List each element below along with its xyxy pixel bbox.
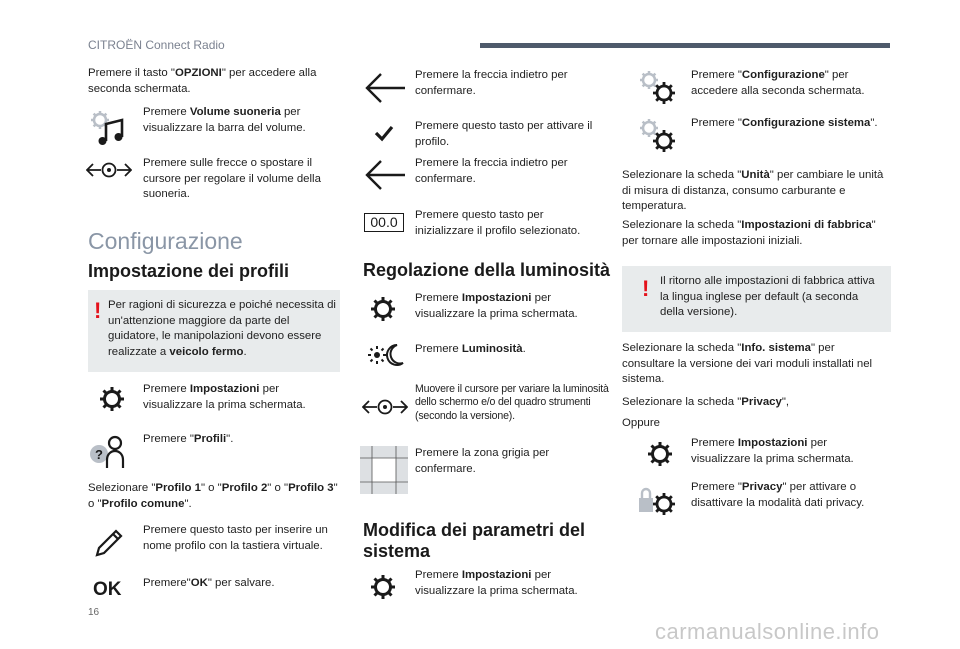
warning-text-profiles: Per ragioni di sicurezza e poiché necessita di un'attenzione maggiore da parte del guidatore, le manipolazioni devono essere realizzate a veicolo fermo. [108,299,336,358]
slider-arrows-text: Premere sulle frecce o spostare il cursore per regolare il volume della suoneria. [143,157,321,200]
ok-icon: OK [93,579,122,600]
warning-text-factory: Il ritorno alle impostazioni di fabbrica attiva la lingua inglese per default (a seconda della versione). [660,275,875,318]
profili-text: Premere "Profili". [143,433,234,445]
back-arrow-text-2: Premere la freccia indietro per confermare. [415,157,568,185]
back-arrow-icon-2 [363,157,407,193]
configuration-gears-icon [637,68,679,108]
pencil-icon [92,526,126,560]
slider-arrows-icon-2 [362,395,408,419]
system-params-heading: Modifica dei parametri del sistema [363,520,586,561]
back-arrow-icon [363,70,407,106]
check-icon [373,122,395,144]
factory-text: Selezionare la scheda "Impostazioni di fabbrica" per tornare alle impostazioni iniziali. [622,219,876,247]
intro-options-text: Premere il tasto "OPZIONI" per accedere alla seconda schermata. [88,67,317,95]
profile-question-icon [88,434,130,470]
svg-text:?: ? [95,447,103,462]
warning-box-profiles [88,290,340,372]
select-profile-text: Selezionare "Profilo 1" o "Profilo 2" o "Profilo 3" o "Profilo comune". [88,482,338,510]
header-title: CITROËN Connect Radio [88,38,225,52]
grey-zone-text: Premere la zona grigia per confermare. [415,447,550,475]
slider-arrows-icon [86,158,132,182]
settings-gear-icon-3 [368,572,398,602]
header-bar [480,43,890,48]
reset-text: Premere questo tasto per inizializzare il profilo selezionato. [415,209,581,237]
settings-gear-icon-2 [368,294,398,324]
section-title-configurazione: Configurazione [88,228,243,254]
slider-text: Muovere il cursore per variare la luminosità dello schermo e/o del quadro strumenti (secondo la versione). [415,383,609,422]
info-system-text: Selezionare la scheda "Info. sistema" per consultare la versione dei vari moduli installati nel sistema. [622,342,873,385]
privacy-tab-text: Selezionare la scheda "Privacy", [622,396,790,408]
brightness-text: Premere Luminosità. [415,343,526,355]
settings-text-col1: Premere Impostazioni per visualizzare la prima schermata. [143,383,306,411]
volume-ringtone-icon [88,108,130,148]
units-text: Selezionare la scheda "Unità" per cambiare le unità di misura di distanza, consumo carburante e temperatura. [622,169,884,212]
profiles-heading: Impostazione dei profili [88,261,290,281]
pencil-text: Premere questo tasto per inserire un nome profilo con la tastiera virtuale. [143,524,328,552]
settings-text-col2: Premere Impostazioni per visualizzare la prima schermata. [415,292,578,320]
settings-gear-icon-4 [645,439,675,469]
oppure-text: Oppure [622,417,660,429]
system-config-gears-icon [637,116,679,156]
watermark: carmanualsonline.info [655,619,880,644]
settings-text-col3: Premere Impostazioni per visualizzare la prima schermata. [691,437,854,465]
grey-zone-icon [360,446,408,494]
privacy-lock-gear-icon [637,484,679,520]
check-text: Premere questo tasto per attivare il profilo. [415,120,593,148]
warning-box-factory [622,266,891,332]
warning-icon-2: ! [642,276,650,301]
volume-ringtone-text: Premere Volume suoneria per visualizzare la barra del volume. [143,106,306,134]
page-number: 16 [88,607,100,618]
privacy-toggle-text: Premere "Privacy" per attivare o disattivare la modalità dati privacy. [691,481,865,509]
settings-gear-icon [97,384,127,414]
configuration-text: Premere "Configurazione" per accedere alla seconda schermata. [691,69,865,97]
back-arrow-text-1: Premere la freccia indietro per confermare. [415,69,568,97]
reset-icon: 00.0 [364,213,404,232]
ok-text: Premere"OK" per salvare. [143,577,275,589]
settings-text-col2b: Premere Impostazioni per visualizzare la prima schermata. [415,569,578,597]
warning-icon: ! [94,298,102,323]
brightness-heading: Regolazione della luminosità [363,260,611,280]
system-config-text: Premere "Configurazione sistema". [691,117,878,129]
brightness-icon [363,340,407,370]
